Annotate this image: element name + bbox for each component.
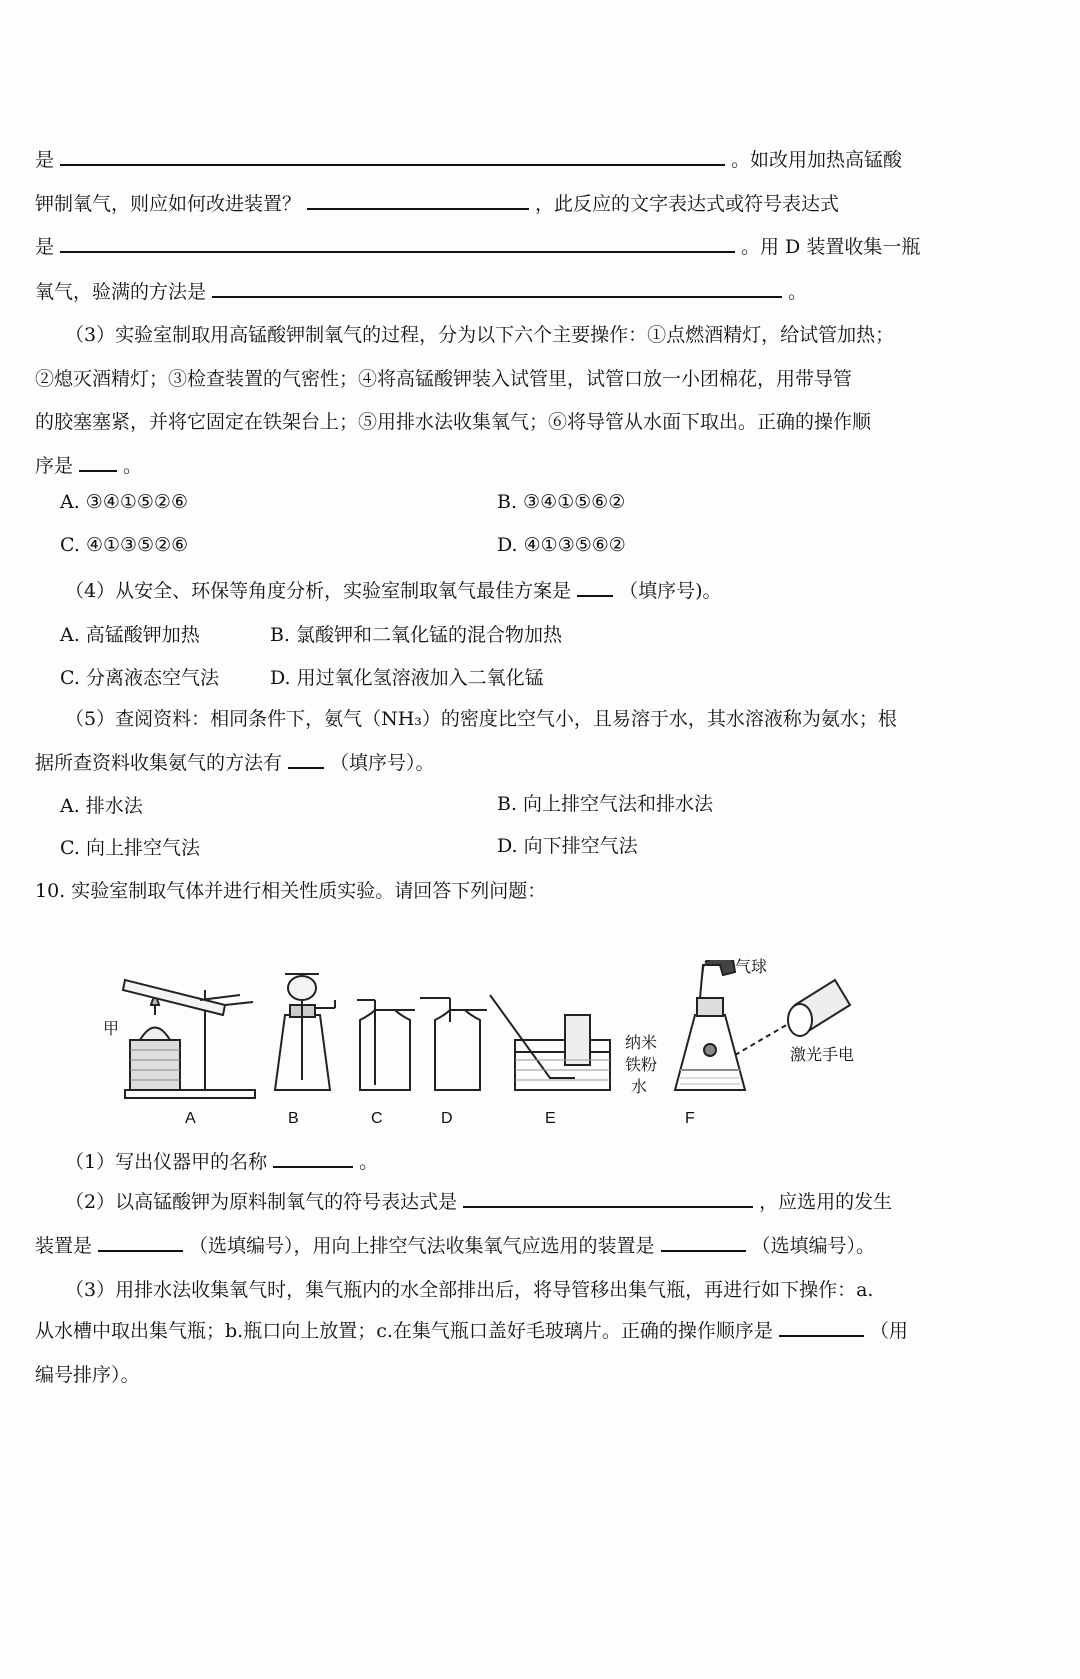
q9-5-line-2 <box>35 748 435 775</box>
option-a[interactable]: A. 高锰酸钾加热 <box>60 624 200 646</box>
label-f: F <box>685 1110 695 1127</box>
answer-blank[interactable] <box>79 452 117 472</box>
text: （填序号)。 <box>619 580 722 602</box>
apparatus-f <box>675 960 850 1090</box>
label-a: A <box>185 1110 196 1127</box>
q10-2-line-2 <box>35 1231 875 1258</box>
q9-3-line-4 <box>35 451 142 478</box>
q9-line-2 <box>35 189 839 216</box>
text: 。 <box>123 455 143 477</box>
text: 装置是 <box>35 1235 93 1257</box>
label-laser: 激光手电 <box>790 1047 855 1064</box>
option-d[interactable]: D. 向下排空气法 <box>497 835 638 857</box>
q9-line-1 <box>35 145 902 172</box>
text: 是 <box>35 236 55 258</box>
q9-3-line-3: 的胶塞塞紧，并将它固定在铁架台上；⑤用排水法收集氧气；⑥将导管从水面下取出。正确的操作顺 <box>35 411 872 433</box>
option-a[interactable]: A. 排水法 <box>60 795 143 817</box>
option-c[interactable]: C. 分离液态空气法 <box>60 667 219 689</box>
text: （填序号）。 <box>330 752 435 774</box>
text: 。 <box>359 1151 379 1173</box>
label-c: C <box>371 1110 383 1127</box>
q9-4-stem <box>65 576 722 603</box>
option-b[interactable]: B. 向上排空气法和排水法 <box>497 793 714 815</box>
q10-stem: 10. 实验室制取气体并进行相关性质实验。请回答下列问题： <box>35 880 547 902</box>
answer-blank[interactable] <box>307 190 529 210</box>
option-a[interactable]: A. ③④①⑤②⑥ <box>60 491 188 513</box>
answer-blank[interactable] <box>98 1232 183 1252</box>
option-d[interactable]: D. ④①③⑤⑥② <box>497 534 626 556</box>
label-d: D <box>441 1110 453 1127</box>
label-jia: 甲 <box>103 1021 120 1038</box>
apparatus-a <box>123 980 255 1098</box>
option-b[interactable]: B. 氯酸钾和二氧化锰的混合物加热 <box>270 624 563 646</box>
option-b[interactable]: B. ③④①⑤⑥② <box>497 491 626 513</box>
text: 从水槽中取出集气瓶；b.瓶口向上放置；c.在集气瓶口盖好毛玻璃片。正确的操作顺序是 <box>35 1320 773 1342</box>
text: 是 <box>35 149 55 171</box>
text: ，应选用的发生 <box>759 1191 893 1213</box>
option-c[interactable]: C. 向上排空气法 <box>60 837 200 859</box>
answer-blank[interactable] <box>60 146 725 166</box>
q9-3-line-1: （3）实验室制取用高锰酸钾制氧气的过程，分为以下六个主要操作：①点燃酒精灯，给试管加热； <box>65 324 895 346</box>
label-e: E <box>545 1110 556 1127</box>
text: 。用 D 装置收集一瓶 <box>741 236 921 258</box>
apparatus-c <box>357 1000 415 1090</box>
text: 据所查资料收集氨气的方法有 <box>35 752 283 774</box>
q10-3-line-2 <box>35 1316 908 1343</box>
answer-blank[interactable] <box>212 278 782 298</box>
text: 。如改用加热高锰酸 <box>731 149 903 171</box>
answer-blank[interactable] <box>60 233 735 253</box>
apparatus-e <box>490 995 610 1090</box>
q10-3-line-1: （3）用排水法收集氧气时，集气瓶内的水全部排出后，将导管移出集气瓶，再进行如下操作：a. <box>65 1279 874 1301</box>
text: （选填编号）。 <box>751 1235 876 1257</box>
text: 序是 <box>35 455 74 477</box>
label-balloon: 气球 <box>735 959 768 976</box>
text: （1）写出仪器甲的名称 <box>65 1151 268 1173</box>
q9-line-4 <box>35 277 807 304</box>
q9-3-line-2: ②熄灭酒精灯；③检查装置的气密性；④将高锰酸钾装入试管里，试管口放一小团棉花，用带导管 <box>35 368 853 390</box>
answer-blank[interactable] <box>779 1317 864 1337</box>
q10-2-line-1 <box>65 1187 892 1214</box>
label-nano: 纳米 <box>625 1035 658 1052</box>
text: 钾制氧气，则应如何改进装置？ <box>35 193 302 215</box>
q10-1 <box>65 1147 378 1174</box>
option-d[interactable]: D. 用过氧化氢溶液加入二氧化锰 <box>270 667 544 689</box>
text: （4）从安全、环保等角度分析，实验室制取氧气最佳方案是 <box>65 580 572 602</box>
apparatus-d <box>420 998 487 1090</box>
text: （选填编号），用向上排空气法收集氧气应选用的装置是 <box>189 1235 655 1257</box>
option-c[interactable]: C. ④①③⑤②⑥ <box>60 534 189 556</box>
q9-5-line-1: （5）查阅资料：相同条件下，氨气（NH₃）的密度比空气小，且易溶于水，其水溶液称为氨水；根 <box>65 708 897 730</box>
label-water: 水 <box>631 1079 648 1096</box>
text: ，此反应的文字表达式或符号表达式 <box>535 193 840 215</box>
answer-blank[interactable] <box>463 1188 753 1208</box>
text: （2）以高锰酸钾为原料制氧气的符号表达式是 <box>65 1191 458 1213</box>
answer-blank[interactable] <box>288 749 324 769</box>
text: 氧气，验满的方法是 <box>35 281 207 303</box>
text: （用 <box>869 1320 908 1342</box>
q9-line-3 <box>35 232 920 259</box>
apparatus-b <box>275 974 335 1090</box>
q10-3-line-3: 编号排序）。 <box>35 1364 140 1386</box>
answer-blank[interactable] <box>273 1148 353 1168</box>
text: 。 <box>788 281 808 303</box>
label-b: B <box>288 1110 299 1127</box>
label-iron-powder: 铁粉 <box>625 1057 658 1074</box>
answer-blank[interactable] <box>661 1232 746 1252</box>
answer-blank[interactable] <box>577 577 613 597</box>
